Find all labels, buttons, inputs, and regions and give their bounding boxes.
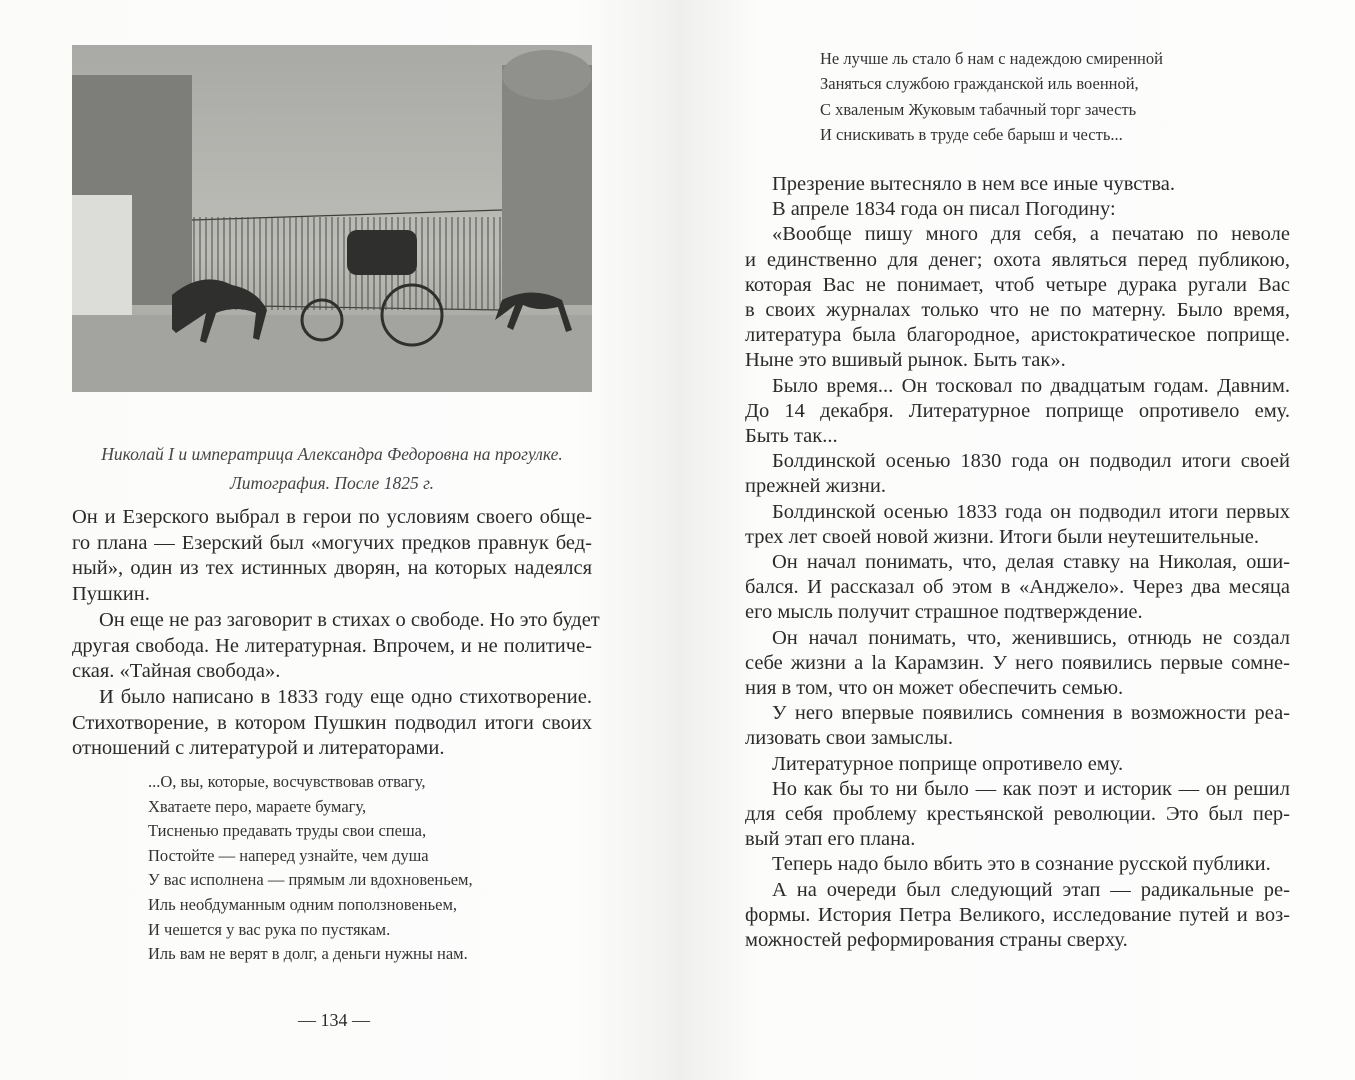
text-line: Но как бы то ни было — как поэт и историк — он решил <box>772 777 1290 800</box>
left-body-text <box>72 505 600 762</box>
text-line: прежней жизни. <box>745 475 886 498</box>
text-line: литература была благородное, аристократическое поприще. <box>745 324 1290 347</box>
poem-line: Тисненью предавать труды свои спеша, <box>148 821 427 841</box>
text-line: Ныне это вшивый рынок. Быть так». <box>745 349 1066 372</box>
left-page <box>0 0 677 1080</box>
right-body-text <box>745 172 1290 953</box>
text-line: которая Вас не понимает, чтоб четыре дурака ругали Вас <box>745 273 1290 296</box>
text-line: Было время... Он тосковал по двадцатым годам. Давним. <box>772 374 1290 397</box>
poem-line: И чешется у вас рука по пустякам. <box>148 919 391 939</box>
building-right <box>502 65 592 305</box>
caption-line: Литография. После 1825 г. <box>229 473 435 493</box>
text-line: формы. История Петра Великого, исследование путей и воз- <box>745 903 1290 926</box>
text-line: и единственно для денег; охота являться перед публикою, <box>745 248 1290 271</box>
text-line: Литературное поприще опротивело ему. <box>772 752 1124 775</box>
paragraph <box>745 626 1290 702</box>
text-line: И было написано в 1833 году еще одно стихотворение. <box>99 685 592 708</box>
poem-line: Постойте — наперед узнайте, чем душа <box>148 845 429 865</box>
paragraph <box>745 449 1290 499</box>
text-line: Теперь надо было вбить это в сознание русской публики. <box>772 853 1271 876</box>
text-line: Болдинской осенью 1830 года он подводил итоги своей <box>772 450 1290 473</box>
text-line: ская. «Тайная свобода». <box>72 660 281 683</box>
text-line: А на очереди был следующий этап — радикальные ре- <box>772 878 1290 901</box>
paragraph <box>745 500 1290 550</box>
text-line: До 14 декабря. Литературное поприще опротивело ему. <box>745 399 1290 422</box>
paragraph <box>745 550 1290 626</box>
text-line: Болдинской осенью 1833 года он подводил итоги первых <box>772 500 1290 523</box>
lithograph-illustration <box>72 45 592 392</box>
text-line: бался. И рассказал об этом в «Анджело». Через два месяца <box>745 576 1290 599</box>
text-line: для себя проблему крестьянской революции. Это был пер- <box>745 803 1290 826</box>
text-line: лизовать свои замыслы. <box>745 727 953 750</box>
text-line: Он еще не раз заговорит в стихах о свободе. Но это будет <box>99 608 600 631</box>
text-line: Он начал понимать, что, женившись, отнюдь не создал <box>772 626 1290 649</box>
text-line: ный», один из тех истинных дворян, на которых надеялся <box>72 557 592 580</box>
poem-line: Хватаете перо, мараете бумагу, <box>148 796 367 816</box>
paragraph <box>745 752 1290 777</box>
text-line: Быть так... <box>745 425 838 448</box>
text-line: Пушкин. <box>72 583 150 606</box>
illustration-caption <box>72 440 592 498</box>
text-line: в своих журналах только что не по матерну. Было время, <box>745 299 1290 322</box>
paragraph <box>72 685 592 762</box>
text-line: Стихотворение, в котором Пушкин подводил итоги своих <box>72 711 592 734</box>
text-line: Он начал понимать, что, делая ставку на Николая, оши- <box>772 551 1290 574</box>
text-line: другая свобода. Не литературная. Впрочем, и не политиче- <box>72 634 592 657</box>
paragraph <box>72 608 600 685</box>
text-line: У него впервые появились сомнения в возможности реа- <box>772 702 1290 725</box>
page-number: — 134 — <box>298 1010 370 1030</box>
poem-line: Не лучше ль стало б нам с надеждою смиренной <box>820 49 1163 68</box>
text-line: его мысль получит страшное подтверждение. <box>745 601 1143 624</box>
paragraph <box>745 197 1290 222</box>
paragraph <box>745 222 1290 373</box>
poem-line: С хваленым Жуковым табачный торг зачесть <box>820 99 1137 119</box>
paragraph <box>72 505 592 608</box>
paragraph <box>745 374 1290 450</box>
paragraph <box>745 852 1290 877</box>
text-line: вый этап его плана. <box>745 828 916 851</box>
poem-line: И снискивать в труде себе барыш и честь... <box>820 124 1123 144</box>
caption-line: Николай I и императрица Александра Федоровна на прогулке. <box>101 444 563 464</box>
right-poem <box>820 46 1163 147</box>
text-line: Он и Езерского выбрал в герои по условиям своего обще- <box>72 506 592 528</box>
text-line: себе жизни a la Карамзин. У него появились первые сомне- <box>745 651 1290 674</box>
text-line: «Вообще пишу много для себя, а печатаю по неволе <box>772 223 1290 246</box>
text-line: можностей реформирования страны сверху. <box>745 929 1128 952</box>
text-line: отношений с литературой и литераторами. <box>72 737 445 760</box>
paragraph <box>745 777 1290 853</box>
paragraph <box>745 172 1290 197</box>
text-line: го плана — Езерский был «могучих предков правнук бед- <box>72 531 592 554</box>
poem-line: У вас исполнена — прямым ли вдохновеньем, <box>148 870 473 890</box>
poem-line: Иль необдуманным одним поползновеньем, <box>148 894 458 914</box>
text-line: Презрение вытесняло в нем все иные чувства. <box>772 173 1175 195</box>
text-line: трех лет своей новой жизни. Итоги были неутешительные. <box>745 525 1259 548</box>
left-poem <box>148 770 473 967</box>
text-line: В апреле 1834 года он писал Погодину: <box>772 198 1116 221</box>
text-line: ния в том, что он может обеспечить семью. <box>745 677 1124 700</box>
paragraph <box>745 878 1290 954</box>
poem-line: Заняться службою гражданской иль военной, <box>820 74 1139 94</box>
poem-line: Иль вам не верят в долг, а деньги нужны нам. <box>148 944 468 964</box>
paragraph <box>745 701 1290 751</box>
poem-line: ...О, вы, которые, восчувствовав отвагу, <box>148 772 426 791</box>
